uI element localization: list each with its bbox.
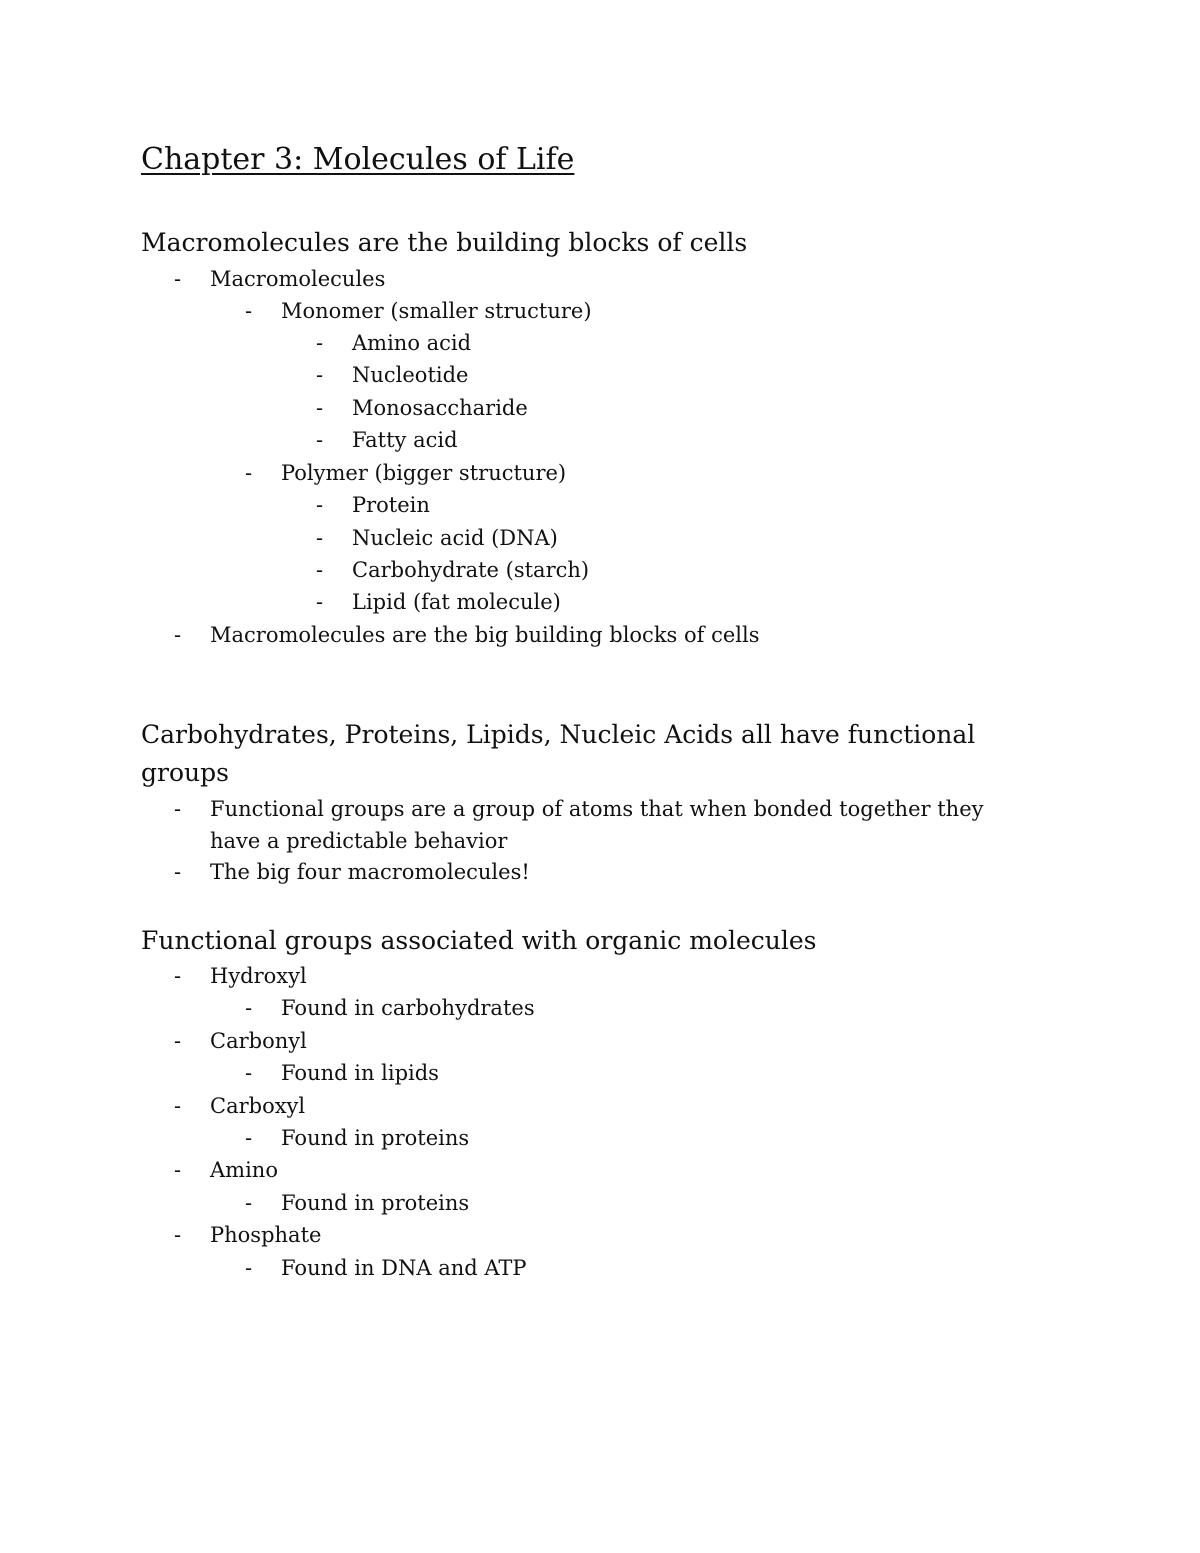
bullet-dash: - <box>174 1223 182 1247</box>
list-item-text: Amino <box>210 1158 278 1182</box>
list-item-text: Carbohydrate (starch) <box>352 558 590 582</box>
bullet-dash: - <box>316 590 324 614</box>
bullet-dash: - <box>316 428 324 452</box>
section-heading-organic-groups: Functional groups associated with organic molecules <box>141 926 817 955</box>
list-item-text: Carbonyl <box>210 1029 307 1053</box>
bullet-dash: - <box>316 396 324 420</box>
bullet-dash: - <box>245 1191 253 1215</box>
list-item-text: Monomer (smaller structure) <box>281 299 592 323</box>
section-heading-functional-groups: Carbohydrates, Proteins, Lipids, Nucleic Acids all have functional groups <box>141 720 976 787</box>
bullet-dash: - <box>316 558 324 582</box>
bullet-dash: - <box>316 331 324 355</box>
list-item-text: Monosaccharide <box>352 396 528 420</box>
bullet-dash: - <box>174 1094 182 1118</box>
list-item-text: Macromolecules <box>210 267 386 291</box>
list-item-text: Macromolecules are the big building blocks of cells <box>210 623 760 647</box>
list-item-text: The big four macromolecules! <box>210 860 530 884</box>
bullet-dash: - <box>174 797 182 821</box>
list-item-text: Polymer (bigger structure) <box>281 461 567 485</box>
bullet-dash: - <box>174 964 182 988</box>
list-item-text: Nucleotide <box>352 363 469 387</box>
bullet-dash: - <box>174 1158 182 1182</box>
bullet-dash: - <box>245 1256 253 1280</box>
list-item-text: Amino acid <box>352 331 472 355</box>
list-item-text: Found in lipids <box>281 1061 439 1085</box>
bullet-dash: - <box>174 623 182 647</box>
bullet-dash: - <box>245 1061 253 1085</box>
bullet-dash: - <box>316 493 324 517</box>
list-item-text: Found in DNA and ATP <box>281 1256 527 1280</box>
list-item-text: Nucleic acid (DNA) <box>352 526 558 550</box>
bullet-dash: - <box>316 526 324 550</box>
list-item-text: Found in carbohydrates <box>281 996 535 1020</box>
list-item-text: Carboxyl <box>210 1094 306 1118</box>
list-item-text: Fatty acid <box>352 428 458 452</box>
list-item-text: Lipid (fat molecule) <box>352 590 561 614</box>
list-item-text: Phosphate <box>210 1223 322 1247</box>
list-item-text: Found in proteins <box>281 1126 470 1150</box>
list-item-text: Hydroxyl <box>210 964 307 988</box>
bullet-dash: - <box>174 860 182 884</box>
list-item-text: Protein <box>352 493 430 517</box>
bullet-dash: - <box>245 299 253 323</box>
list-item-text: Found in proteins <box>281 1191 470 1215</box>
bullet-dash: - <box>174 267 182 291</box>
section-heading-macromolecules: Macromolecules are the building blocks of cells <box>141 228 748 257</box>
page-title: Chapter 3: Molecules of Life <box>141 142 575 177</box>
list-item-text: Functional groups are a group of atoms that when bonded together they have a predictable behavior <box>210 797 984 853</box>
bullet-dash: - <box>174 1029 182 1053</box>
bullet-dash: - <box>316 363 324 387</box>
bullet-dash: - <box>245 996 253 1020</box>
bullet-dash: - <box>245 461 253 485</box>
bullet-dash: - <box>245 1126 253 1150</box>
